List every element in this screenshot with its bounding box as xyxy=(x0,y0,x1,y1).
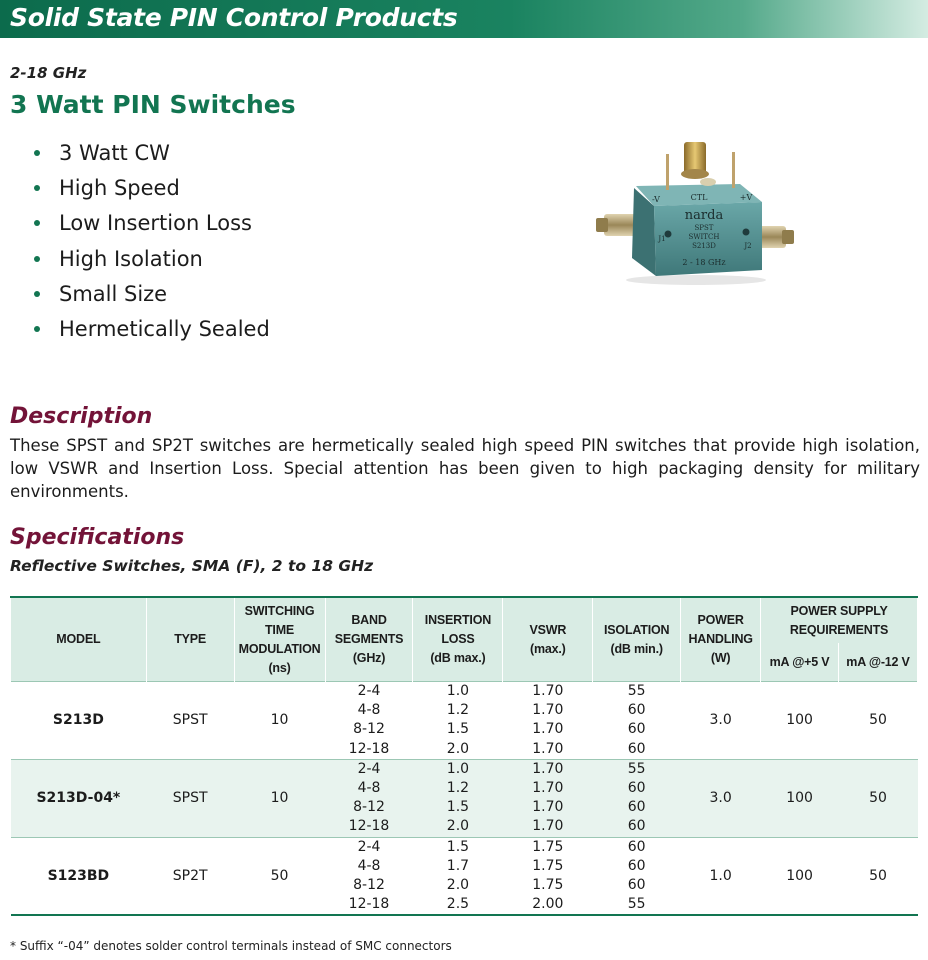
insertion-cell: 1.5 1.7 2.0 2.5 xyxy=(413,837,503,915)
insertion-cell: 1.0 1.2 1.5 2.0 xyxy=(413,759,503,837)
bullet-icon xyxy=(34,185,40,191)
supply-pos-cell: 100 xyxy=(761,682,839,760)
freq-label: 2 - 18 GHz xyxy=(682,258,726,267)
col-supply-pos-header: mA @+5 V xyxy=(761,643,839,682)
specifications-subtitle: Reflective Switches, SMA (F), 2 to 18 GHz xyxy=(10,557,374,575)
bullet-icon xyxy=(34,291,40,297)
feature-item: High Speed xyxy=(34,174,270,209)
footnote: * Suffix “-04” denotes solder control terminals instead of SMC connectors xyxy=(10,939,452,953)
insertion-cell: 1.0 1.2 1.5 2.0 xyxy=(413,682,503,760)
model-label: S213D xyxy=(692,242,716,250)
shadow xyxy=(626,275,766,285)
feature-list xyxy=(34,139,270,350)
header-banner xyxy=(0,0,928,38)
col-band-header: BAND SEGMENTS (GHz) xyxy=(325,597,413,682)
description-heading: Description xyxy=(10,404,153,429)
ctl-label: CTL xyxy=(690,193,708,202)
switching-cell: 10 xyxy=(234,759,325,837)
feature-item: Small Size xyxy=(34,280,270,315)
type-cell: SPST xyxy=(146,759,234,837)
bullet-icon xyxy=(34,150,40,156)
j2-label: J2 xyxy=(744,242,752,250)
col-model-header: MODEL xyxy=(11,597,147,682)
specifications-table xyxy=(10,596,918,916)
isolation-cell: 60 60 60 55 xyxy=(593,837,681,915)
frequency-label: 2-18 GHz xyxy=(10,64,87,82)
feature-item: 3 Watt CW xyxy=(34,139,270,174)
bullet-icon xyxy=(34,326,40,332)
minus-v-pin-icon xyxy=(666,154,669,190)
col-vswr-header: VSWR (max.) xyxy=(503,597,593,682)
ctl-connector-base xyxy=(681,169,709,179)
col-insertion-header: INSERTION LOSS (dB max.) xyxy=(413,597,503,682)
j2-connector-tip xyxy=(782,230,794,244)
minus-v-label: -V xyxy=(652,195,660,204)
plus-v-pin-icon xyxy=(732,152,735,188)
feature-item: Hermetically Sealed xyxy=(34,315,270,350)
col-switching-header: SWITCHING TIME MODULATION (ns) xyxy=(234,597,325,682)
col-type-header: TYPE xyxy=(146,597,234,682)
switching-cell: 10 xyxy=(234,682,325,760)
type-cell: SPST xyxy=(146,682,234,760)
supply-neg-cell: 50 xyxy=(839,682,918,760)
model-cell: S213D xyxy=(11,682,147,760)
ctl-connector-nut xyxy=(700,178,716,186)
power-cell: 3.0 xyxy=(681,682,761,760)
band-cell: 2-4 4-8 8-12 12-18 xyxy=(325,837,413,915)
mounting-hole-icon xyxy=(743,229,750,236)
band-cell: 2-4 4-8 8-12 12-18 xyxy=(325,759,413,837)
bullet-icon xyxy=(34,256,40,262)
model-cell: S123BD xyxy=(11,837,147,915)
pin-switch-product-image xyxy=(596,138,796,288)
table-row xyxy=(11,837,918,915)
table-row xyxy=(11,682,918,760)
plus-v-label: +V xyxy=(739,193,753,202)
col-supply-header: POWER SUPPLY REQUIREMENTS xyxy=(761,597,918,643)
col-power-header: POWER HANDLING (W) xyxy=(681,597,761,682)
model-cell: S213D-04* xyxy=(11,759,147,837)
feature-item: High Isolation xyxy=(34,245,270,280)
description-text: These SPST and SP2T switches are hermetically sealed high speed PIN switches that provide high isolation, low VSWR and Insertion Loss. Special attention has been given to high packaging density for military environments. xyxy=(10,436,920,501)
vswr-cell: 1.70 1.70 1.70 1.70 xyxy=(503,759,593,837)
supply-neg-cell: 50 xyxy=(839,837,918,915)
feature-item: Low Insertion Loss xyxy=(34,209,270,244)
col-supply-neg-header: mA @-12 V xyxy=(839,643,918,682)
type-label: SPST xyxy=(694,224,714,232)
page-title: 3 Watt PIN Switches xyxy=(10,90,296,119)
power-cell: 1.0 xyxy=(681,837,761,915)
supply-pos-cell: 100 xyxy=(761,759,839,837)
j1-connector-tip xyxy=(596,218,608,232)
specifications-heading: Specifications xyxy=(10,525,185,550)
isolation-cell: 55 60 60 60 xyxy=(593,682,681,760)
vswr-cell: 1.70 1.70 1.70 1.70 xyxy=(503,682,593,760)
switching-cell: 50 xyxy=(234,837,325,915)
table-row xyxy=(11,759,918,837)
brand-label: narda xyxy=(684,208,724,223)
band-cell: 2-4 4-8 8-12 12-18 xyxy=(325,682,413,760)
supply-neg-cell: 50 xyxy=(839,759,918,837)
col-isolation-header: ISOLATION (dB min.) xyxy=(593,597,681,682)
bullet-icon xyxy=(34,220,40,226)
banner-title: Solid State PIN Control Products xyxy=(10,3,458,32)
type-cell: SP2T xyxy=(146,837,234,915)
supply-pos-cell: 100 xyxy=(761,837,839,915)
j1-connector-icon xyxy=(604,214,636,236)
j1-label: J1 xyxy=(658,235,666,243)
power-cell: 3.0 xyxy=(681,759,761,837)
kind-label: SWITCH xyxy=(688,233,720,241)
vswr-cell: 1.75 1.75 1.75 2.00 xyxy=(503,837,593,915)
isolation-cell: 55 60 60 60 xyxy=(593,759,681,837)
